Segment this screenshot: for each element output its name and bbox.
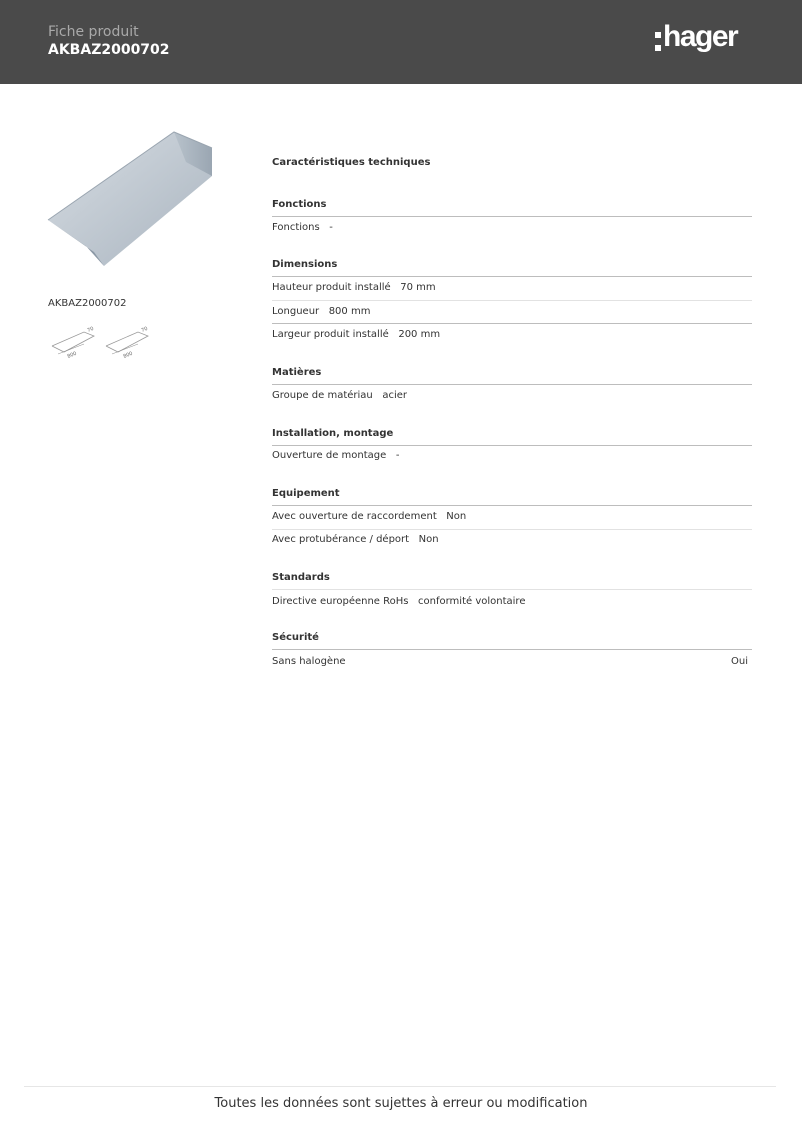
logo-wordmark: hager <box>663 20 738 53</box>
section-title-standards: Standards <box>272 572 330 583</box>
row-divider <box>272 300 752 301</box>
product-thumbnail-2[interactable] <box>104 324 152 360</box>
section-title-matieres: Matières <box>272 367 322 378</box>
section-title-dimensions: Dimensions <box>272 259 338 270</box>
spec-row-halogene <box>272 656 752 667</box>
spec-row-ouverture-montage <box>272 450 752 461</box>
section-title-securite: Sécurité <box>272 632 319 643</box>
footer-disclaimer: Toutes les données sont sujettes à erreur ou modification <box>214 1096 588 1111</box>
spec-value: acier <box>382 390 407 401</box>
logo-colon-icon <box>655 32 661 54</box>
thumbnail-1-length-label: 800 <box>66 350 78 360</box>
spec-row-longueur <box>272 306 752 317</box>
spec-label: Directive européenne RoHs <box>272 596 409 607</box>
section-divider <box>272 445 752 446</box>
product-thumbnail-1[interactable] <box>50 324 98 360</box>
spec-label: Groupe de matériau <box>272 390 373 401</box>
header-reference: AKBAZ2000702 <box>48 42 170 58</box>
spec-value: Oui <box>731 656 748 667</box>
spec-value: - <box>395 450 400 461</box>
spec-value: conformité volontaire <box>418 596 526 607</box>
spec-value: 70 mm <box>400 282 436 293</box>
section-divider <box>272 276 752 277</box>
spec-label: Longueur <box>272 306 320 317</box>
spec-label: Fonctions <box>272 222 320 233</box>
thumbnail-1-height-label: 70 <box>86 325 95 334</box>
section-divider <box>272 384 752 385</box>
spec-row-largeur <box>272 329 752 340</box>
spec-label: Avec ouverture de raccordement <box>272 511 437 522</box>
spec-row-materiau <box>272 390 752 401</box>
spec-row-hauteur <box>272 282 752 293</box>
spec-row-fonctions <box>272 222 752 233</box>
spec-row-rohs <box>272 596 752 607</box>
thumbnail-2-length-label: 800 <box>122 350 134 360</box>
spec-value: 200 mm <box>398 329 441 340</box>
spec-value: 800 mm <box>328 306 371 317</box>
footer-divider <box>24 1086 776 1087</box>
spec-label: Ouverture de montage <box>272 450 387 461</box>
thumbnail-2-height-label: 70 <box>140 325 149 334</box>
spec-label: Sans halogène <box>272 656 346 667</box>
page-header <box>0 0 802 84</box>
product-image <box>46 128 216 270</box>
spec-label: Largeur produit installé <box>272 329 389 340</box>
row-divider <box>272 529 752 530</box>
spec-row-protuberance <box>272 534 752 545</box>
spec-value: Non <box>446 511 467 522</box>
spec-value: Non <box>418 534 439 545</box>
section-divider <box>272 505 752 506</box>
section-title-installation: Installation, montage <box>272 428 394 439</box>
spec-label: Avec protubérance / déport <box>272 534 410 545</box>
section-title-fonctions: Fonctions <box>272 199 327 210</box>
section-title-equipement: Equipement <box>272 488 340 499</box>
spec-value: - <box>329 222 333 233</box>
spec-label: Hauteur produit installé <box>272 282 391 293</box>
specs-title: Caractéristiques techniques <box>272 157 431 168</box>
product-reference: AKBAZ2000702 <box>48 298 127 309</box>
spec-row-raccordement <box>272 511 752 522</box>
section-divider <box>272 649 752 650</box>
section-divider <box>272 216 752 217</box>
row-divider <box>272 323 752 324</box>
hager-logo <box>655 20 755 60</box>
header-kicker: Fiche produit <box>48 24 139 40</box>
section-divider <box>272 589 752 590</box>
